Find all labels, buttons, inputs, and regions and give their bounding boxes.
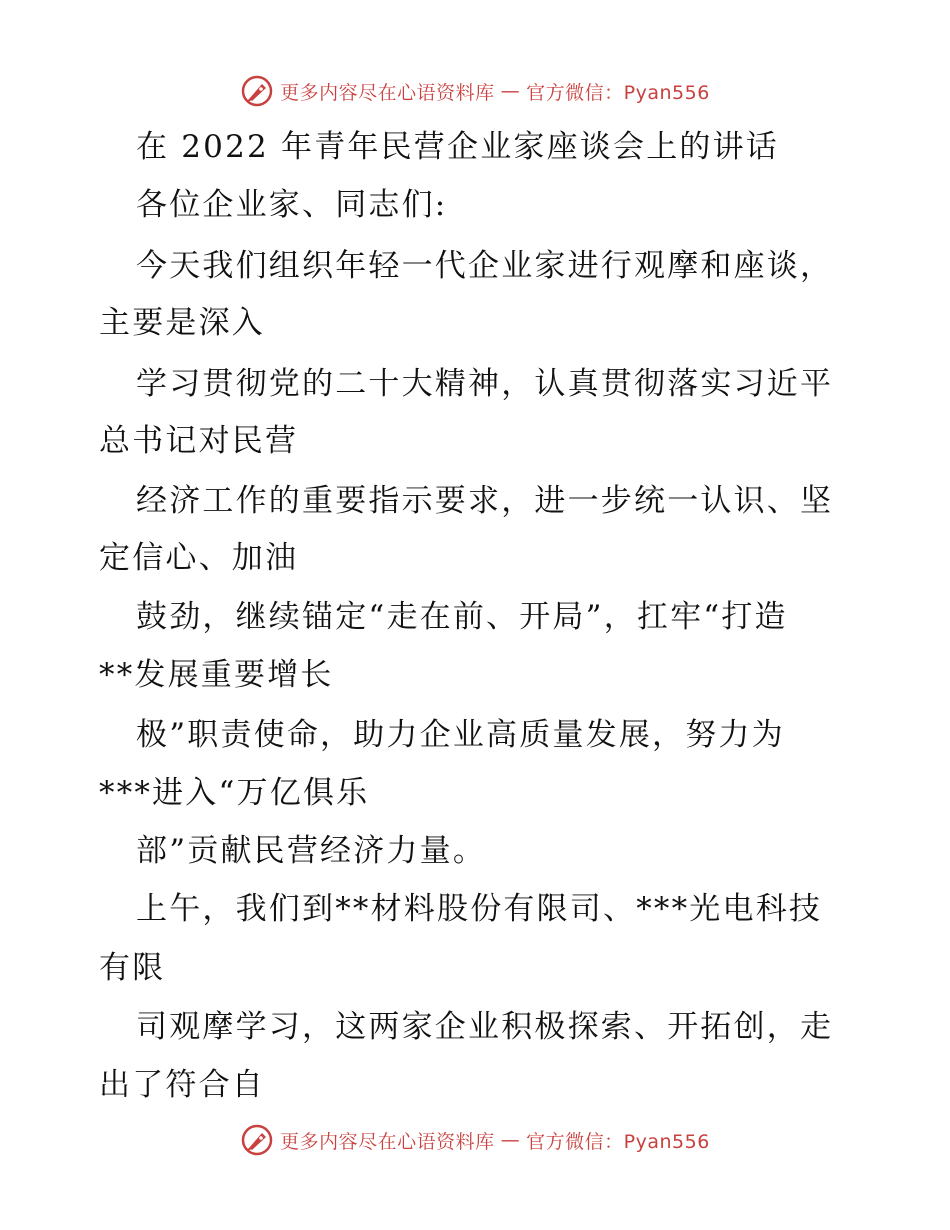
paragraph-line: 主要是深入 — [99, 305, 265, 341]
paragraph-line: 总书记对民营 — [99, 423, 299, 459]
footer-watermark — [0, 1120, 950, 1160]
watermark-separator: — — [500, 1129, 521, 1151]
paragraph-line: 出了符合自 — [99, 1067, 265, 1103]
paragraph-line: 有限 — [99, 950, 166, 986]
paragraph-line: 今天我们组织年轻一代企业家进行观摩和座谈， — [136, 248, 834, 284]
paragraph-line: 定信心、加油 — [99, 540, 299, 576]
paragraph-line: 经济工作的重要指示要求，进一步统一认识、坚 — [136, 483, 834, 519]
paragraph-line: 极”职责使命，助力企业高质量发展，努力为 — [136, 717, 785, 753]
paragraph-line: **发展重要增长 — [99, 657, 334, 693]
salutation: 各位企业家、同志们: — [136, 187, 448, 223]
paragraph-line: 学习贯彻党的二十大精神，认真贯彻落实习近平 — [136, 366, 834, 402]
paragraph-line: 上午，我们到**材料股份有限司、***光电科技 — [136, 891, 823, 927]
watermark-wechat-text: 官方微信：Pyan556 — [526, 1130, 710, 1153]
paragraph-line: 部”贡献民营经济力量。 — [136, 833, 487, 869]
paragraph-line: 司观摩学习，这两家企业积极探索、开拓创，走 — [136, 1009, 834, 1045]
watermark-main-text: 更多内容尽在心语资料库 — [280, 81, 495, 104]
paragraph-line: ***进入“万亿俱乐 — [99, 775, 370, 811]
document-title: 在 2022 年青年民营企业家座谈会上的讲话 — [136, 129, 779, 165]
pen-nib-logo-icon — [240, 1123, 274, 1157]
watermark-wechat-text: 官方微信：Pyan556 — [526, 81, 710, 104]
watermark-main-text: 更多内容尽在心语资料库 — [280, 1130, 495, 1153]
watermark-separator: — — [500, 80, 521, 102]
paragraph-line: 鼓劲，继续锚定“走在前、开局”，扛牢“打造 — [136, 599, 788, 635]
